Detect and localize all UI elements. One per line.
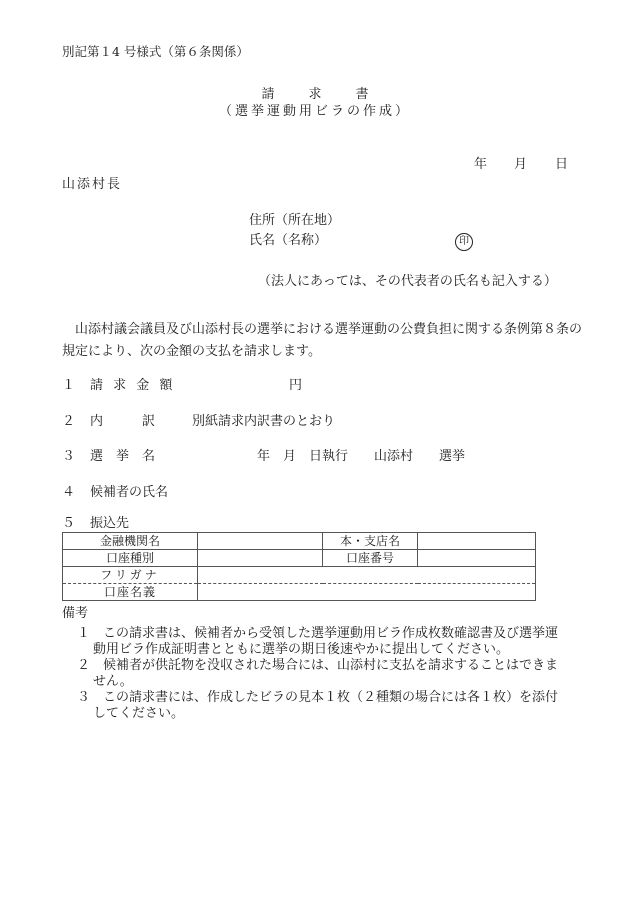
- item-number: ４: [62, 485, 76, 500]
- account-number-label: 口座番号: [323, 550, 418, 567]
- remark-text: 候補者が供託物を没収された場合には、山添村に支払を請求することはできま: [103, 658, 559, 673]
- remark-text-cont: してください。: [93, 706, 185, 721]
- item-value: 別紙請求内訳書のとおり: [192, 414, 336, 429]
- table-row: [63, 533, 536, 550]
- item-number: ３: [62, 449, 76, 464]
- table-row: [63, 567, 536, 584]
- bank-name-label: 金融機関名: [63, 533, 198, 550]
- document-subtitle: （選挙運動用ビラの作成）: [218, 104, 411, 119]
- date-day: 日: [555, 157, 569, 172]
- item-label: 候補者の氏名: [90, 485, 169, 500]
- remark-number: １: [77, 626, 91, 641]
- furigana-field[interactable]: [198, 567, 536, 584]
- corporate-note: （法人にあっては、その代表者の氏名も記入する）: [258, 274, 557, 289]
- item-candidate-name: [62, 485, 168, 501]
- item-number: １: [62, 378, 76, 393]
- remark-text: この請求書には、作成したビラの見本１枚（２種類の場合には各１枚）を添付: [103, 690, 559, 705]
- item-label: 振込先: [90, 516, 130, 531]
- address-label: 住所（所在地）: [249, 213, 341, 228]
- account-holder-label: 口座名義: [63, 584, 198, 601]
- title-char: 書: [355, 87, 369, 102]
- branch-label: 本・支店名: [323, 533, 418, 550]
- account-type-field[interactable]: [198, 550, 323, 567]
- title-char: 請: [261, 87, 275, 102]
- item-value: 円: [289, 378, 303, 393]
- table-row: [63, 584, 536, 601]
- addressee: 山添村長: [62, 177, 123, 192]
- item-number: ５: [62, 516, 76, 531]
- remark-text: この請求書は、候補者から受領した選挙運動用ビラ作成枚数確認書及び選挙運: [103, 626, 559, 641]
- item-label: 選 挙 名: [90, 449, 156, 464]
- form-number: 別記第１4 号様式（第６条関係）: [62, 44, 249, 59]
- remark-number: ３: [77, 690, 91, 705]
- name-label: 氏名（名称）: [249, 233, 328, 248]
- title-char: 求: [308, 87, 322, 102]
- item-label: 請 求 金 額: [90, 378, 176, 393]
- date-month: 月: [514, 157, 528, 172]
- seal-icon: 印: [455, 233, 473, 251]
- item-claim-amount: [62, 378, 303, 394]
- remarks-heading: 備考: [62, 606, 89, 621]
- remark-number: ２: [77, 658, 91, 673]
- item-breakdown: [62, 414, 336, 430]
- item-number: ２: [62, 414, 76, 429]
- remark-text-cont: 動用ビラ作成証明書とともに選挙の期日後速やかに提出してください。: [93, 642, 510, 657]
- remark-item: [77, 658, 577, 690]
- branch-field[interactable]: [418, 533, 536, 550]
- item-value: 年 月 日執行 山添村 選挙: [257, 449, 466, 464]
- account-holder-field[interactable]: [198, 584, 536, 601]
- bank-account-table: [62, 532, 536, 601]
- account-type-label: 口座種別: [63, 550, 198, 567]
- bank-name-field[interactable]: [198, 533, 323, 550]
- item-transfer-destination: [62, 516, 129, 532]
- furigana-label: フリガナ: [63, 567, 198, 584]
- remark-item: [77, 690, 577, 722]
- remark-text-cont: せん。: [93, 674, 133, 689]
- remark-item: [77, 626, 577, 658]
- document-title: [0, 87, 630, 103]
- request-body-text: 山添村議会議員及び山添村長の選挙における選挙運動の公費負担に関する条例第８条の規定により、次の金額の支払を請求します。: [62, 322, 583, 359]
- date-year: 年: [474, 157, 488, 172]
- item-election-name: [62, 449, 466, 465]
- item-label: 内 訳: [90, 414, 156, 429]
- table-row: [63, 550, 536, 567]
- account-number-field[interactable]: [418, 550, 536, 567]
